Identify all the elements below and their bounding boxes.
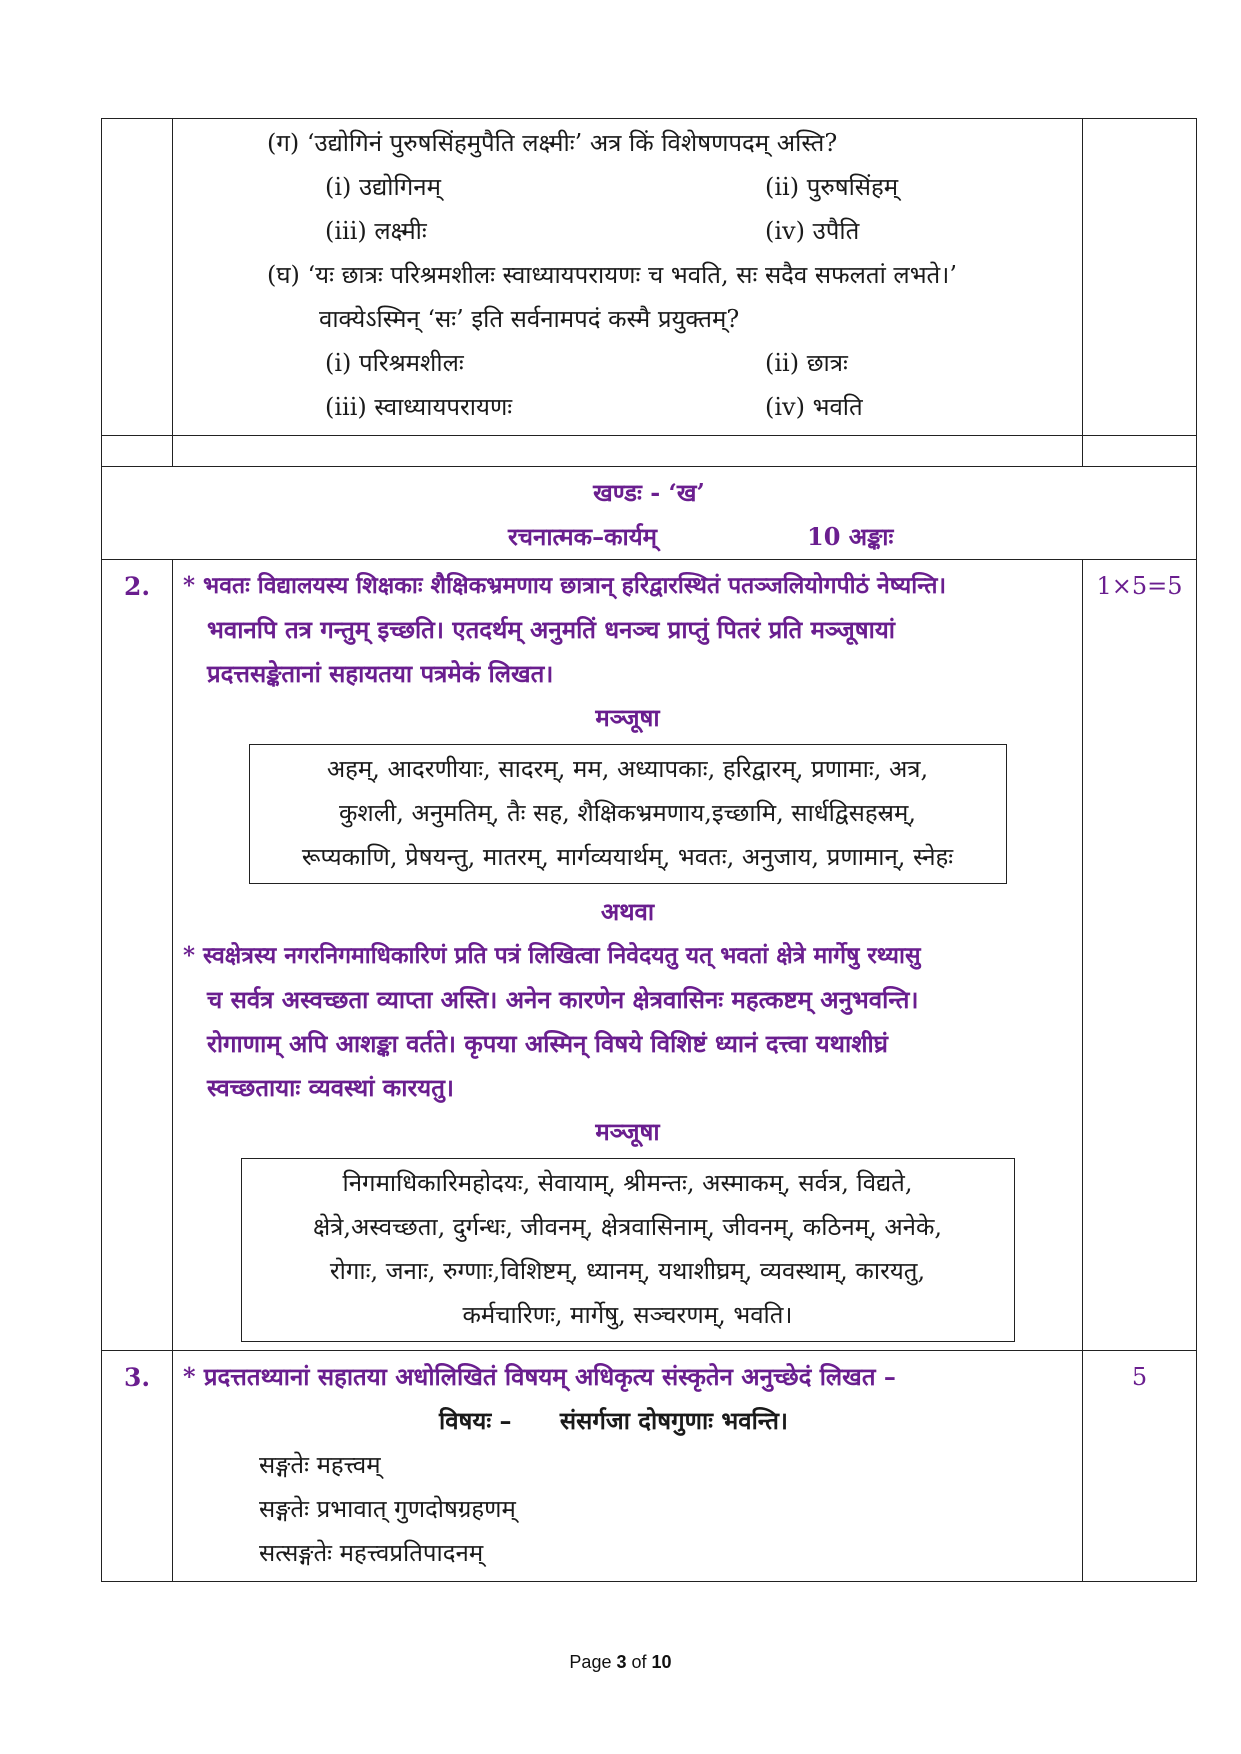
footer-total-pages: 10 bbox=[651, 1652, 672, 1672]
q3-content-cell bbox=[173, 1351, 1083, 1582]
q3-topic-label: विषयः – bbox=[439, 1406, 512, 1435]
question-table bbox=[101, 118, 1197, 1582]
q2-alt-instruction bbox=[173, 934, 1082, 1110]
q2-or-label: अथवा bbox=[600, 897, 655, 926]
q2-alt-box-title: मञ्जूषा bbox=[595, 1117, 660, 1146]
q2-box-line-2: कुशली, अनुमतिम्, तैः सह, शैक्षिकभ्रमणाय,इच्छामि, सार्धद्विसहस्रम्, bbox=[338, 799, 917, 827]
q2-content-cell bbox=[173, 560, 1083, 1351]
q2-box-line-3: रूप्यकाणि, प्रेषयन्तु, मातरम्, मार्गव्ययार्थम्, भवतः, अनुजाय, प्रणामान्, स्नेहः bbox=[301, 843, 954, 871]
option-gha-ii: (ii) छात्रः bbox=[765, 349, 848, 377]
spacer-row bbox=[102, 436, 1197, 467]
footer-page-label: Page bbox=[569, 1652, 612, 1672]
section-b-title: खण्डः - ‘ख’ bbox=[593, 478, 705, 507]
q1-continued-row bbox=[102, 119, 1197, 436]
q2-alt-line-3: रोगाणाम् अपि आशङ्का वर्तते। कृपया अस्मिन् विषये विशिष्टं ध्यानं दत्त्वा यथाशीघ्रं bbox=[207, 1029, 888, 1058]
q2-instruction-line-1: * भवतः विद्यालयस्य शिक्षकाः शैक्षिकभ्रमणाय छात्रान् हरिद्वारस्थितं पतञ्जलियोगपीठं नेष्यन्ति। bbox=[183, 572, 947, 599]
options-ga-row1 bbox=[173, 165, 1082, 209]
q2-alt-line-4: स्वच्छतायाः व्यवस्थां कारयतु। bbox=[207, 1073, 454, 1102]
section-b-header-row bbox=[102, 467, 1197, 560]
option-gha-iii: (iii) स्वाध्यायपरायणः bbox=[325, 393, 513, 421]
option-ga-iv: (iv) उपैति bbox=[765, 217, 860, 245]
options-gha-row1 bbox=[173, 341, 1082, 385]
question-ga: (ग) ‘उद्योगिनं पुरुषसिंहमुपैति लक्ष्मीः’ अत्र किं विशेषणपदम् अस्ति? bbox=[267, 129, 838, 157]
question-gha-line1: (घ) ‘यः छात्रः परिश्रमशीलः स्वाध्यायपरायणः च भवति, सः सदैव सफलतां लभते।’ bbox=[267, 261, 957, 289]
options-ga-row2 bbox=[173, 209, 1082, 253]
q2-alt-box-line-3: रोगाः, जनाः, रुग्णाः,विशिष्टम्, ध्यानम्, यथाशीघ्रम्, व्यवस्थाम्, कारयतु, bbox=[329, 1257, 926, 1285]
q1-marks-cell bbox=[1083, 119, 1197, 436]
q2-alt-word-box bbox=[241, 1158, 1015, 1342]
section-b-header bbox=[102, 467, 1197, 560]
q2-alt-line-1: * स्वक्षेत्रस्य नगरनिगमाधिकारिणं प्रति पत्रं लिखित्वा निवेदयतु यत् भवतां क्षेत्रे मार्गेषु रथ्यासु bbox=[183, 942, 921, 969]
section-b-marks: 10 अङ्काः bbox=[807, 522, 894, 551]
options-gha-row2 bbox=[173, 385, 1082, 429]
q2-row bbox=[102, 560, 1197, 1351]
q2-alt-line-2: च सर्वत्र अस्वच्छता व्याप्ता अस्ति। अनेन कारणेन क्षेत्रवासिनः महत्कष्टम् अनुभवन्ति। bbox=[207, 985, 919, 1014]
spacer-cell-1 bbox=[102, 436, 173, 467]
q1-number-cell bbox=[102, 119, 173, 436]
option-ga-i: (i) उद्योगिनम् bbox=[325, 173, 441, 201]
q2-number: 2. bbox=[102, 560, 173, 1351]
q2-alt-box-line-1: निगमाधिकारिमहोदयः, सेवायाम्, श्रीमन्तः, अस्माकम्, सर्वत्र, विद्यते, bbox=[342, 1169, 913, 1197]
q3-instruction: * प्रदत्ततथ्यानां सहातया अधोलिखितं विषयम् अधिकृत्य संस्कृतेन अनुच्छेदं लिखत – bbox=[183, 1362, 896, 1391]
page-footer bbox=[0, 1652, 1241, 1673]
q3-point-2: सङ्गतेः प्रभावात् गुणदोषग्रहणम् bbox=[259, 1495, 516, 1523]
option-ga-ii: (ii) पुरुषसिंहम् bbox=[765, 173, 899, 201]
footer-current-page: 3 bbox=[616, 1652, 627, 1672]
q2-instruction bbox=[173, 560, 1082, 696]
q2-marks: 1×5=5 bbox=[1083, 560, 1197, 1351]
option-gha-i: (i) परिश्रमशीलः bbox=[325, 349, 464, 377]
q2-word-box bbox=[249, 744, 1007, 884]
footer-of-label: of bbox=[631, 1652, 647, 1672]
question-gha-line2: वाक्येऽस्मिन् ‘सः’ इति सर्वनामपदं कस्मै प्रयुक्तम्? bbox=[319, 305, 740, 333]
q1-content-cell bbox=[173, 119, 1083, 436]
spacer-cell-2 bbox=[173, 436, 1083, 467]
q3-point-3: सत्सङ्गतेः महत्त्वप्रतिपादनम् bbox=[259, 1539, 484, 1567]
q3-marks: 5 bbox=[1083, 1351, 1197, 1582]
option-gha-iv: (iv) भवति bbox=[765, 393, 863, 421]
q2-box-line-1: अहम्, आदरणीयाः, सादरम्, मम, अध्यापकाः, हरिद्वारम्, प्रणामाः, अत्र, bbox=[326, 755, 929, 783]
q2-instruction-line-3: प्रदत्तसङ्केतानां सहायतया पत्रमेकं लिखत। bbox=[207, 659, 554, 688]
spacer-cell-3 bbox=[1083, 436, 1197, 467]
q3-topic: संसर्गजा दोषगुणाः भवन्ति। bbox=[559, 1406, 788, 1435]
section-b-subtitle: रचनात्मक–कार्यम् bbox=[507, 522, 657, 551]
q2-alt-box-line-2: क्षेत्रे,अस्वच्छता, दुर्गन्धः, जीवनम्, क्षेत्रवासिनाम्, जीवनम्, कठिनम्, अनेके, bbox=[312, 1213, 943, 1241]
q2-instruction-line-2: भवानपि तत्र गन्तुम् इच्छति। एतदर्थम् अनुमतिं धनञ्च प्राप्तुं पितरं प्रति मञ्जूषायां bbox=[207, 615, 895, 644]
q3-row bbox=[102, 1351, 1197, 1582]
q3-number: 3. bbox=[102, 1351, 173, 1582]
q2-box-title: मञ्जूषा bbox=[595, 703, 660, 732]
q3-point-1: सङ्गतेः महत्त्वम् bbox=[259, 1451, 381, 1479]
option-ga-iii: (iii) लक्ष्मीः bbox=[325, 217, 427, 245]
q2-alt-box-line-4: कर्मचारिणः, मार्गेषु, सञ्चरणम्, भवति। bbox=[462, 1301, 793, 1329]
